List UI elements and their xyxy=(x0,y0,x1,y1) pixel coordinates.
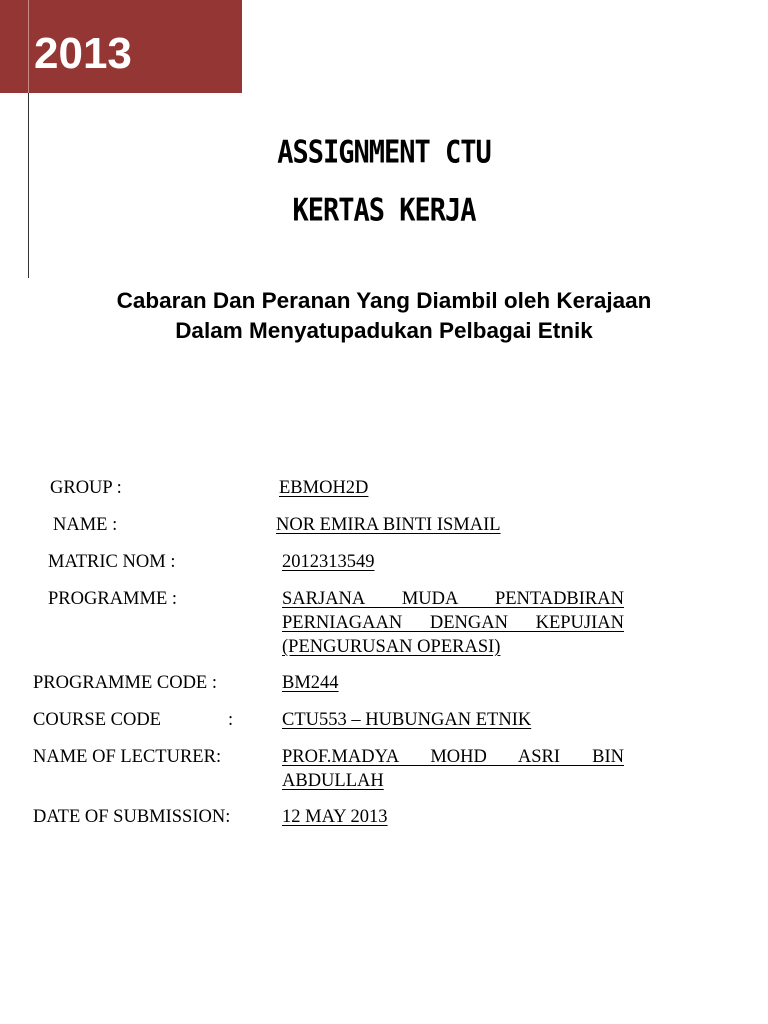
group-label: GROUP : xyxy=(50,478,122,498)
submission-value: 12 MAY 2013 xyxy=(282,807,388,827)
matric-label: MATRIC NOM : xyxy=(48,552,176,572)
programme-value-line: (PENGURUSAN OPERASI) xyxy=(282,637,501,657)
course-code-colon: : xyxy=(228,710,234,730)
matric-value: 2012313549 xyxy=(282,552,375,572)
paper-title-line-2: Dalam Menyatupadukan Pelbagai Etnik xyxy=(175,318,593,343)
paper-title xyxy=(60,286,708,346)
lecturer-value xyxy=(282,745,624,793)
programme-value xyxy=(282,587,624,659)
lecturer-value-line: ABDULLAH xyxy=(282,771,384,791)
lecturer-value-line: PROF.MADYA MOHD ASRI BIN xyxy=(282,747,624,767)
programme-value-line: PERNIAGAAN DENGAN KEPUJIAN xyxy=(282,613,624,633)
programme-code-value: BM244 xyxy=(282,673,339,693)
programme-label: PROGRAMME : xyxy=(48,589,178,609)
year-label: 2013 xyxy=(34,29,132,78)
course-code-value: CTU553 – HUBUNGAN ETNIK xyxy=(282,710,532,730)
vertical-rule xyxy=(28,93,29,278)
year-rule-inner xyxy=(28,0,29,93)
course-code-label: COURSE CODE xyxy=(33,710,161,730)
programme-value-line: SARJANA MUDA PENTADBIRAN xyxy=(282,589,624,609)
name-value: NOR EMIRA BINTI ISMAIL xyxy=(276,515,501,535)
submission-label: DATE OF SUBMISSION: xyxy=(33,807,231,827)
name-label: NAME : xyxy=(53,515,118,535)
group-value: EBMOH2D xyxy=(279,478,369,498)
programme-code-label: PROGRAMME CODE : xyxy=(33,673,217,693)
assignment-heading: ASSIGNMENT CTU xyxy=(277,134,491,171)
lecturer-label: NAME OF LECTURER: xyxy=(33,747,222,767)
paper-title-line-1: Cabaran Dan Peranan Yang Diambil oleh Kerajaan xyxy=(116,288,652,313)
paper-type-heading: KERTAS KERJA xyxy=(292,192,476,229)
